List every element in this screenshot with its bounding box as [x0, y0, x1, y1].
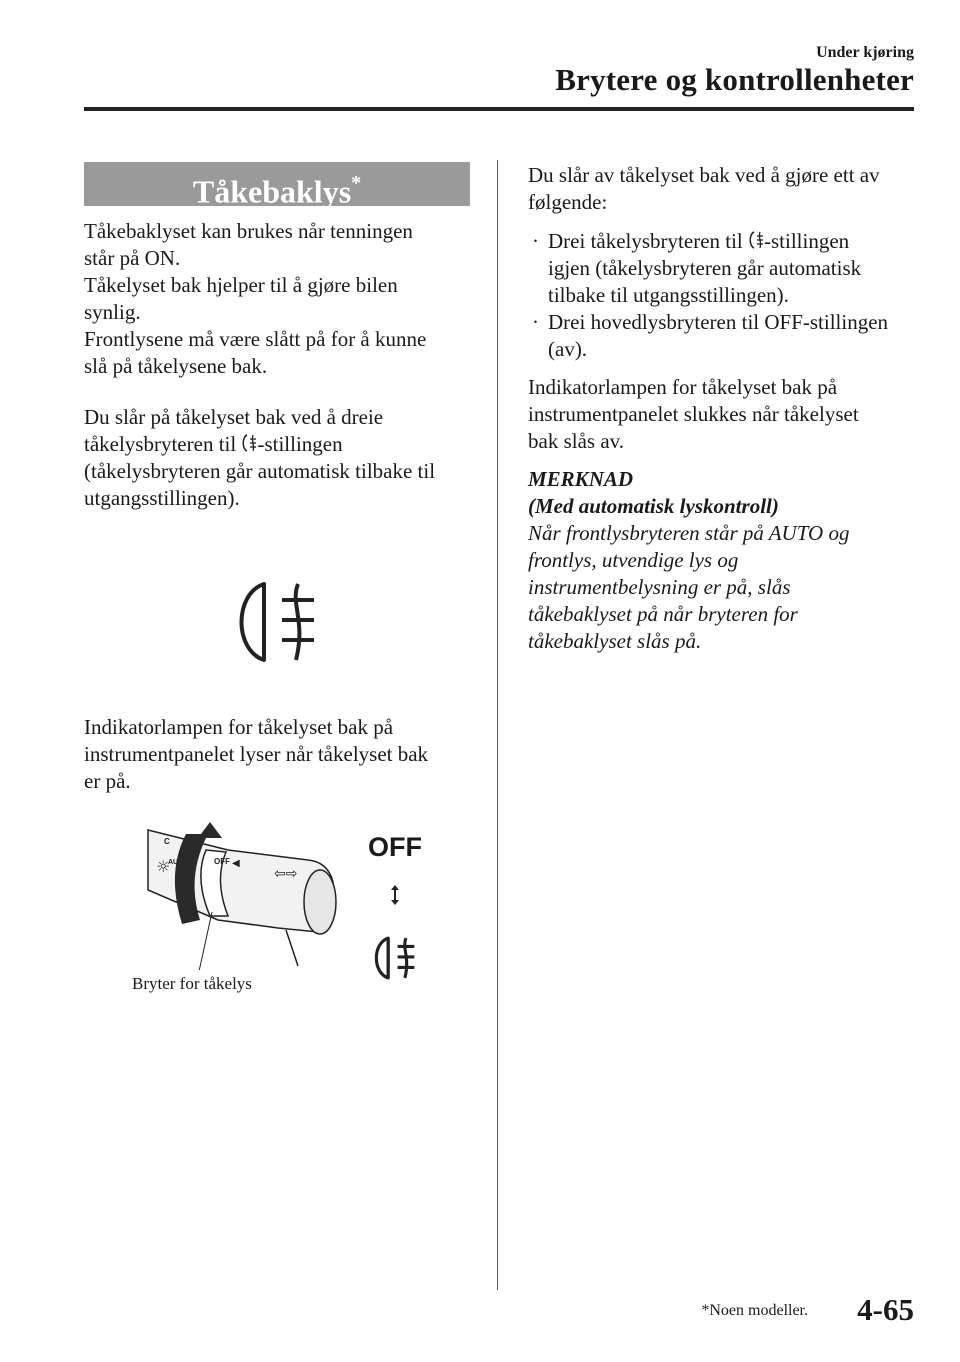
right-intro: Du slår av tåkelyset bak ved å gjøre ett av følgende: — [528, 163, 880, 214]
column-divider — [497, 160, 498, 1290]
section-title: Tåkebaklys — [192, 173, 352, 210]
off-position-label: OFF — [368, 832, 422, 862]
svg-text:C: C — [164, 837, 170, 846]
right-para-indicator: Indikatorlampen for tåkelyset bak på instrumentpanelet slukkes når tåkelyset bak slås av. — [528, 375, 859, 453]
note-subtitle: (Med automatisk lyskontroll) — [528, 494, 779, 518]
page-title: Brytere og kontrollenheter — [555, 62, 914, 97]
svg-text:AU: AU — [168, 859, 179, 866]
svg-text:☼: ☼ — [156, 857, 171, 876]
rear-fog-light-icon — [748, 230, 764, 250]
header-rule — [84, 107, 914, 111]
svg-text:OFF: OFF — [214, 857, 230, 866]
page-number: 4-65 — [857, 1292, 914, 1327]
svg-text:◀: ◀ — [232, 858, 240, 869]
figure-caption: Bryter for tåkelys — [132, 974, 252, 993]
bullet-item-1: · Drei tåkelysbryteren til -stillingen igjen (tåkelysbryteren går automatisk tilbake til utgangsstillingen). — [532, 229, 862, 307]
light-switch-stalk-illustration — [128, 820, 358, 970]
left-para-1: Tåkebaklyset kan brukes når tenningen står på ON. Tåkelyset bak hjelper til å gjøre bilen synlig. Frontlysene må være slått på for å kunne slå på tåkelysene bak. — [84, 219, 427, 378]
note-title: MERKNAD — [528, 467, 634, 491]
svg-text:⇦⇨: ⇦⇨ — [274, 866, 298, 882]
left-para-indicator: Indikatorlampen for tåkelyset bak på instrumentpanelet lyser når tåkelyset bak er på. — [84, 715, 429, 793]
bullet-item-2: · Drei hovedlysbryteren til OFF-stillingen (av). — [532, 310, 889, 361]
rear-fog-light-icon — [372, 936, 420, 980]
rear-fog-light-icon — [241, 433, 257, 453]
section-heading — [84, 162, 470, 210]
note-block: MERKNAD (Med automatisk lyskontroll) Når frontlysbryteren står på AUTO og frontlys, utvendige lys og instrumentbelysning er på, slås tåkebaklyset på når bryteren for tåkebaklyset slås på. — [528, 466, 928, 655]
double-arrow-icon — [388, 884, 402, 906]
section-asterisk: * — [351, 172, 362, 194]
rear-fog-light-icon — [234, 580, 324, 664]
footer-note: *Noen modeller. — [701, 1302, 808, 1319]
chapter-label: Under kjøring — [816, 44, 914, 61]
right-bullets — [528, 228, 928, 363]
left-para-activate: Du slår på tåkelyset bak ved å dreie tåkelysbryteren til -stillingen (tåkelysbryteren går automatisk tilbake til utgangsstillingen). — [84, 405, 436, 510]
